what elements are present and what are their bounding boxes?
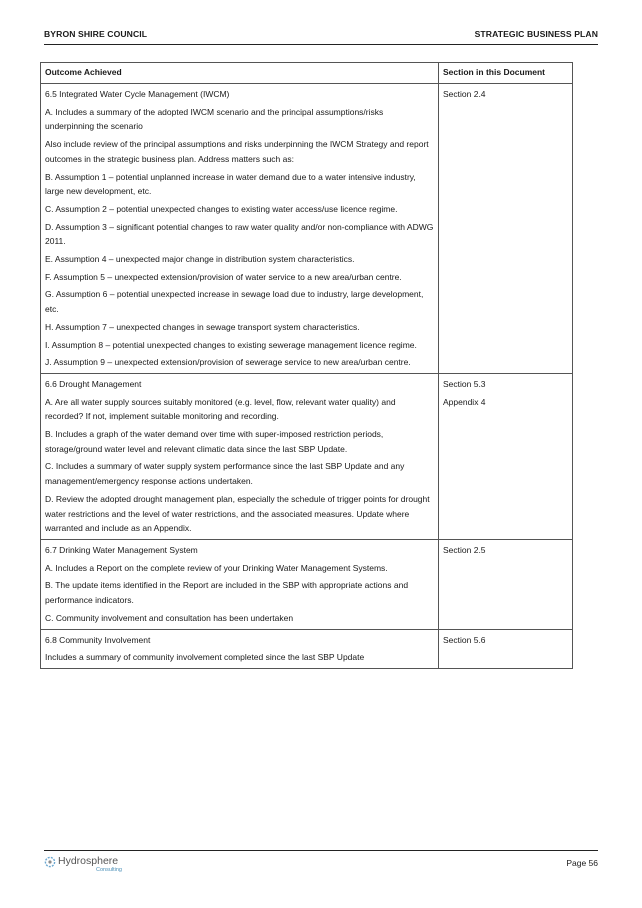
council-name: BYRON SHIRE COUNCIL <box>44 29 148 39</box>
footer-divider <box>44 850 598 851</box>
outcome-paragraph: A. Includes a Report on the complete review of your Drinking Water Management Systems. <box>45 562 388 573</box>
logo-name: Hydrosphere <box>58 855 119 867</box>
section-reference: Section 5.6 <box>443 634 486 645</box>
outcome-cell <box>41 629 439 668</box>
hydrosphere-logo-icon <box>44 856 56 868</box>
outcome-heading: 6.6 Drought Management <box>45 378 142 389</box>
outcome-paragraph: B. The update items identified in the Report are included in the SBP with appropriate actions and performance indicators. <box>45 580 409 606</box>
outcome-paragraph: D. Assumption 3 – significant potential changes to raw water quality and/or non-compliance with ADWG 2011. <box>45 221 434 247</box>
outcome-paragraph: G. Assumption 6 – potential unexpected increase in sewage load due to industry, large development, etc. <box>45 289 424 315</box>
column-header-outcome: Outcome Achieved <box>41 63 439 84</box>
hydrosphere-logo <box>44 855 154 877</box>
outcome-paragraph: B. Assumption 1 – potential unplanned increase in water demand due to a water intensive industry, large new development, etc. <box>45 171 416 197</box>
outcome-paragraph: D. Review the adopted drought management plan, especially the schedule of trigger points for drought water restrictions and the level of water restrictions, and the associated measures. Update where warranted and include as an Appendix. <box>45 493 430 534</box>
outcome-heading: 6.5 Integrated Water Cycle Management (IWCM) <box>45 89 230 99</box>
section-reference: Section 2.5 <box>443 544 486 555</box>
page-header <box>44 29 598 43</box>
outcome-paragraph: E. Assumption 4 – unexpected major change in distribution system characteristics. <box>45 254 355 265</box>
logo-subtitle: Consulting <box>96 867 122 873</box>
outcome-cell <box>41 539 439 629</box>
outcome-paragraph: J. Assumption 9 – unexpected extension/provision of sewerage service to new area/urban centre. <box>45 357 411 368</box>
table-row <box>41 84 573 374</box>
section-cell <box>439 373 573 539</box>
outcome-cell <box>41 373 439 539</box>
outcome-paragraph: C. Includes a summary of water supply system performance since the last SBP Update and any management/emergency response actions undertaken. <box>45 461 405 487</box>
page-number: Page 56 <box>566 858 598 868</box>
outcome-paragraph: I. Assumption 8 – potential unexpected changes to existing sewerage management licence regime. <box>45 339 417 350</box>
outcomes-table <box>40 62 573 669</box>
outcome-paragraph: A. Includes a summary of the adopted IWCM scenario and the principal assumptions/risks underpinning the scenario <box>45 106 384 132</box>
section-reference: Section 5.3 <box>443 378 486 389</box>
outcome-paragraph: Includes a summary of community involvement completed since the last SBP Update <box>45 652 365 663</box>
outcome-paragraph: H. Assumption 7 – unexpected changes in sewage transport system characteristics. <box>45 321 360 332</box>
table-row <box>41 373 573 539</box>
section-reference: Section 2.4 <box>443 89 486 99</box>
section-cell <box>439 629 573 668</box>
outcome-paragraph: C. Community involvement and consultation has been undertaken <box>45 612 294 623</box>
outcome-heading: 6.8 Community Involvement <box>45 634 151 645</box>
outcome-paragraph: B. Includes a graph of the water demand over time with super-imposed restriction periods, storage/ground water level and relevant climatic data since the last SBP Update. <box>45 429 384 454</box>
document-title: STRATEGIC BUSINESS PLAN <box>474 29 598 39</box>
outcome-heading: 6.7 Drinking Water Management System <box>45 544 198 555</box>
table-header-row <box>41 63 573 84</box>
column-header-section: Section in this Document <box>439 63 573 84</box>
section-reference: Appendix 4 <box>443 396 486 407</box>
header-divider <box>44 44 598 45</box>
table-row <box>41 629 573 668</box>
section-cell <box>439 84 573 374</box>
outcome-paragraph: C. Assumption 2 – potential unexpected changes to existing water access/use licence regime. <box>45 203 398 214</box>
outcome-cell <box>41 84 439 374</box>
table-row <box>41 539 573 629</box>
section-cell <box>439 539 573 629</box>
outcome-paragraph: Also include review of the principal assumptions and risks underpinning the IWCM Strategy and report outcomes in the strategic business plan. Address matters such as: <box>45 139 429 164</box>
outcome-paragraph: A. Are all water supply sources suitably monitored (e.g. level, flow, relevant water quality) and recorded? If not, implement suitable monitoring and recording. <box>45 396 396 422</box>
outcome-paragraph: F. Assumption 5 – unexpected extension/provision of water service to a new area/urban centre. <box>45 271 402 282</box>
